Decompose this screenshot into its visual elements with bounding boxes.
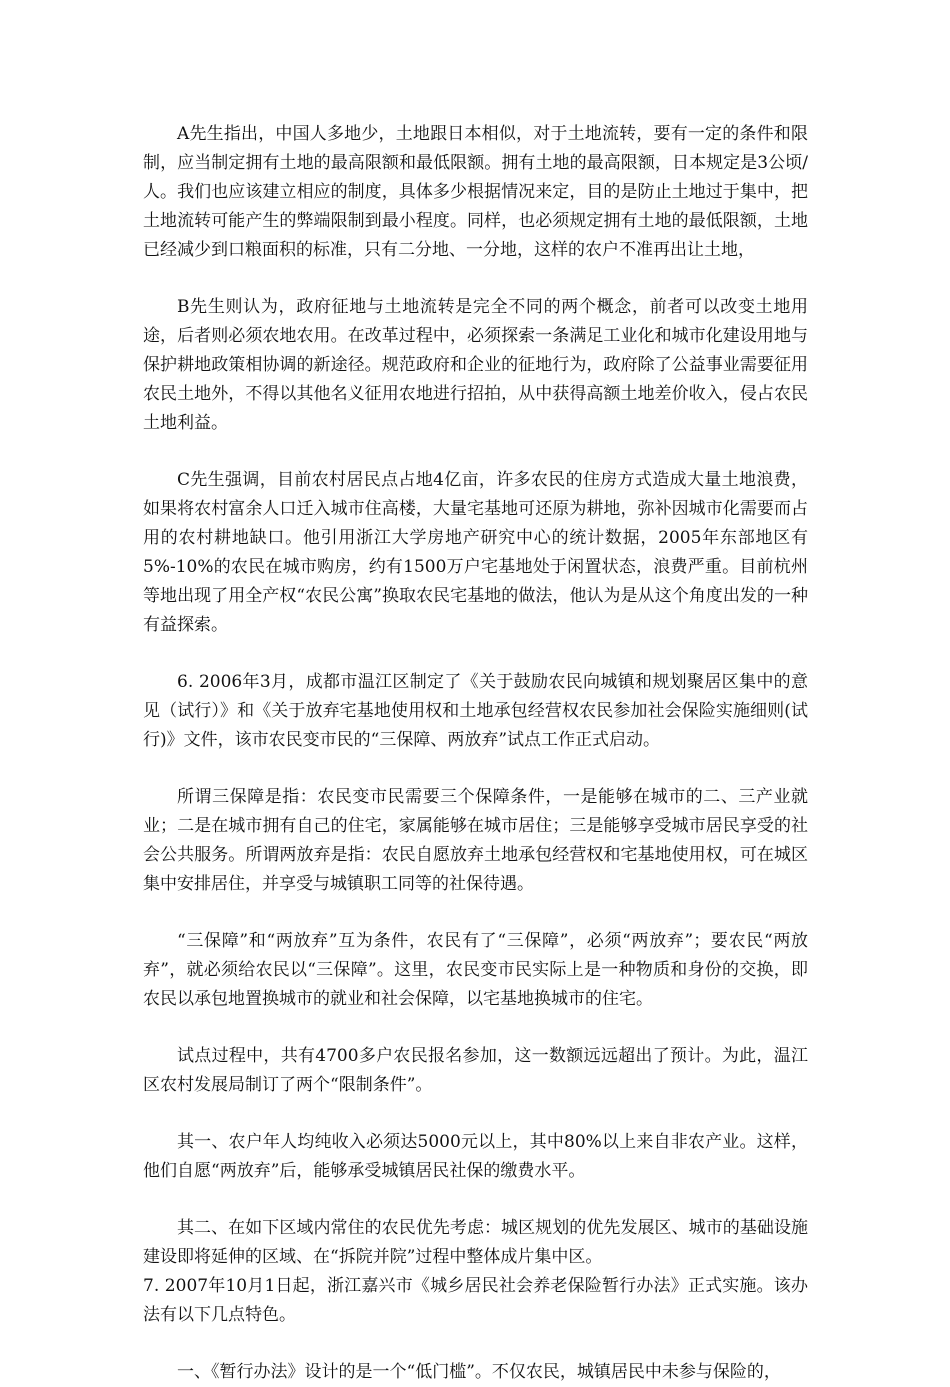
paragraph-gap (143, 899, 808, 927)
paragraph-b-opinion: B先生则认为，政府征地与土地流转是完全不同的两个概念，前者可以改变土地用途，后者则必须农地农用。在改革过程中，必须探索一条满足工业化和城市化建设用地与保护耕地政策相协调的新途径。规范政府和企业的征地行为，政府除了公益事业需要征用农民土地外，不得以其他名义征用农地进行招拍，从中获得高额土地差价收入，侵占农民土地利益。 (143, 297, 808, 433)
paragraph-item-7: 7. 2007年10月1日起，浙江嘉兴市《城乡居民社会养老保险暂行办法》正式实施。该办法有以下几点特色。 (143, 1276, 808, 1325)
paragraph-condition-one: 其一、农户年人均纯收入必须达5000元以上，其中80%以上来自非农产业。这样，他们自愿“两放弃”后，能够承受城镇居民社保的缴费水平。 (143, 1132, 808, 1181)
paragraph-a-opinion: A先生指出，中国人多地少，土地跟日本相似，对于土地流转，要有一定的条件和限制，应当制定拥有土地的最高限额和最低限额。拥有土地的最高限额，日本规定是3公顷/人。我们也应该建立相应的制度，具体多少根据情况来定，目的是防止土地过于集中，把土地流转可能产生的弊端限制到最小程度。同样，也必须规定拥有土地的最低限额，土地已经减少到口粮面积的标准，只有二分地、一分地，这样的农户不准再出让土地， (143, 124, 808, 260)
paragraph-gap (143, 640, 808, 668)
paragraph-low-threshold: 一、《暂行办法》设计的是一个“低门槛”。不仅农民，城镇居民中未参与保险的， (177, 1362, 781, 1382)
paragraph-gap (143, 1100, 808, 1128)
document-body (143, 120, 808, 1387)
paragraph-item-6: 6. 2006年3月，成都市温江区制定了《关于鼓励农民向城镇和规划聚居区集中的意见（试行）》和《关于放弃宅基地使用权和土地承包经营权农民参加社会保险实施细则(试行)》文件，该市农民变市民的“三保障、两放弃”试点工作正式启动。 (143, 672, 808, 750)
paragraph-gap (143, 1186, 808, 1214)
paragraph-conditions-exchange: “三保障”和“两放弃”互为条件，农民有了“三保障”，必须“两放弃”；要农民“两放弃”，就必须给农民以“三保障”。这里，农民变市民实际上是一种物质和身份的交换，即农民以承包地置换城市的就业和社会保障，以宅基地换城市的住宅。 (143, 931, 808, 1009)
paragraph-gap (143, 265, 808, 293)
paragraph-c-opinion: C先生强调，目前农村居民点占地4亿亩，许多农民的住房方式造成大量土地浪费，如果将农村富余人口迁入城市住高楼，大量宅基地可还原为耕地，弥补因城市化需要而占用的农村耕地缺口。他引用浙江大学房地产研究中心的统计数据，2005年东部地区有5%-10%的农民在城市购房，约有1500万户宅基地处于闲置状态，浪费严重。目前杭州等地出现了用全产权“农民公寓”换取农民宅基地的做法，他认为是从这个角度出发的一种有益探索。 (143, 470, 808, 635)
paragraph-pilot-process: 试点过程中，共有4700多户农民报名参加，这一数额远远超出了预计。为此，温江区农村发展局制订了两个“限制条件”。 (143, 1046, 808, 1095)
paragraph-three-guarantees: 所谓三保障是指：农民变市民需要三个保障条件，一是能够在城市的二、三产业就业；二是在城市拥有自己的住宅，家属能够在城市居住；三是能够享受城市居民享受的社会公共服务。所谓两放弃是指：农民自愿放弃土地承包经营权和宅基地使用权，可在城区集中安排居住，并享受与城镇职工同等的社保待遇。 (143, 787, 808, 894)
paragraph-gap (143, 755, 808, 783)
paragraph-gap (143, 438, 808, 466)
paragraph-gap (143, 1014, 808, 1042)
paragraph-gap (143, 1330, 808, 1358)
paragraph-condition-two: 其二、在如下区域内常住的农民优先考虑：城区规划的优先发展区、城市的基础设施建设即将延伸的区域、在“拆院并院”过程中整体成片集中区。 (143, 1218, 808, 1267)
